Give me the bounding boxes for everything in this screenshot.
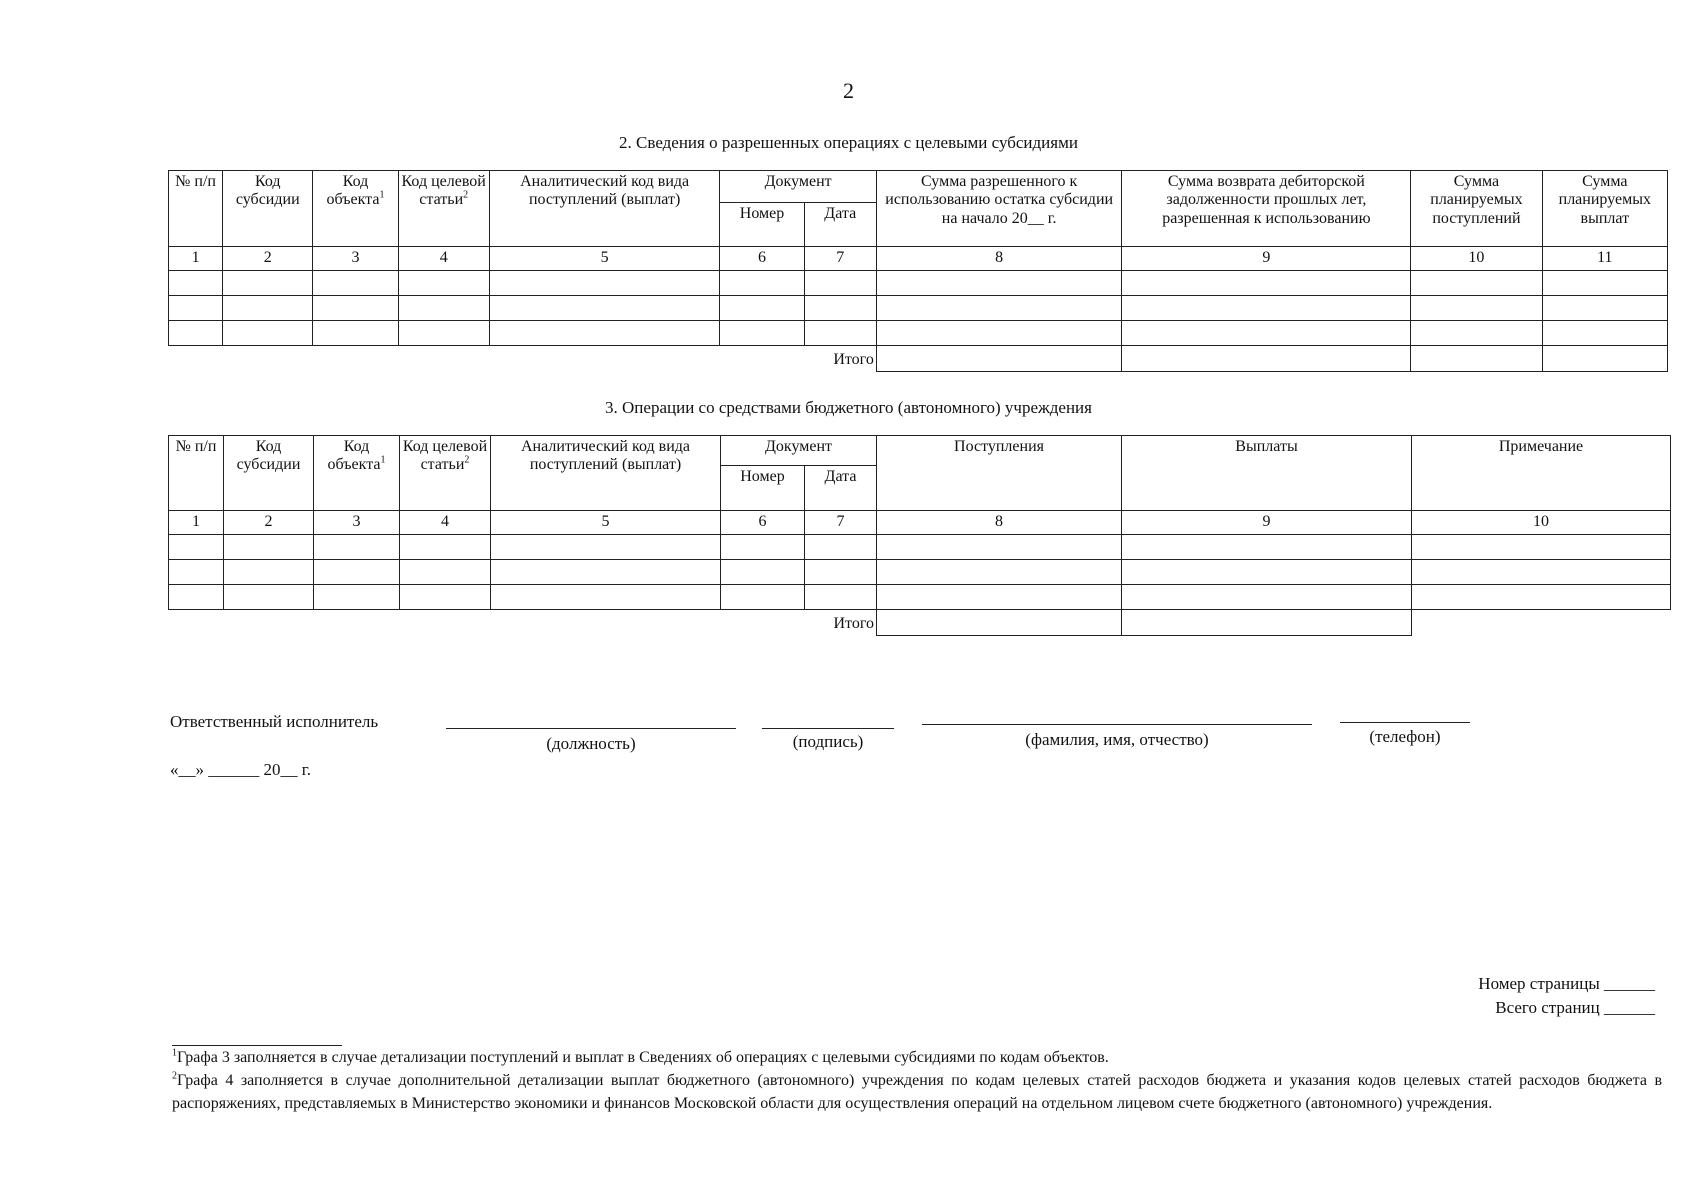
table-cell[interactable] — [1411, 296, 1542, 321]
header-income: Поступления — [877, 436, 1122, 511]
header-object-code-text: Код объекта — [327, 438, 381, 474]
column-number: 9 — [1122, 511, 1412, 535]
section-3-title: 3. Операции со средствами бюджетного (автономного) учреждения — [605, 398, 1092, 417]
table-cell[interactable] — [720, 321, 804, 346]
header-subsidy-code: Код субсидии — [224, 436, 314, 511]
column-number: 2 — [223, 247, 313, 271]
column-number: 11 — [1542, 247, 1667, 271]
table-cell[interactable] — [1122, 321, 1411, 346]
header-object-code — [313, 171, 398, 247]
total-cell[interactable] — [1542, 346, 1667, 372]
table-cell[interactable] — [169, 321, 223, 346]
table-cell[interactable] — [804, 296, 876, 321]
page-number: 2 — [843, 78, 854, 103]
header-object-code — [314, 436, 400, 511]
header-target-code-text: Код целевой статьи — [402, 438, 488, 474]
header-doc-number: Номер — [720, 203, 804, 247]
header-doc-number: Номер — [721, 466, 805, 511]
position-line[interactable] — [446, 728, 736, 729]
phone-line[interactable] — [1340, 722, 1470, 723]
table-cell[interactable] — [489, 296, 720, 321]
footnotes — [172, 1046, 1662, 1116]
table-cell[interactable] — [876, 296, 1122, 321]
table-cell[interactable] — [224, 535, 314, 560]
table-cell[interactable] — [489, 321, 720, 346]
table-cell[interactable] — [721, 535, 805, 560]
table-cell[interactable] — [877, 560, 1122, 585]
table-cell[interactable] — [398, 296, 489, 321]
header-object-code-text: Код объекта — [326, 173, 380, 209]
column-number: 1 — [169, 511, 224, 535]
table-cell[interactable] — [1411, 321, 1542, 346]
table-cell[interactable] — [489, 271, 720, 296]
table-cell[interactable] — [1122, 585, 1412, 610]
table-cell[interactable] — [400, 585, 491, 610]
footnote-ref-1: 1 — [379, 190, 385, 202]
signature-caption: (подпись) — [792, 732, 864, 751]
header-doc-date: Дата — [804, 203, 876, 247]
table-cell[interactable] — [169, 585, 224, 610]
column-number: 5 — [491, 511, 721, 535]
footnote-1 — [172, 1046, 1662, 1069]
table-cell[interactable] — [313, 321, 398, 346]
header-target-code — [400, 436, 491, 511]
header-note: Примечание — [1412, 436, 1671, 511]
signature-line[interactable] — [762, 728, 894, 729]
total-row — [169, 346, 1668, 372]
table-row — [169, 271, 1668, 296]
total-row — [169, 610, 1671, 636]
table-row — [169, 560, 1671, 585]
header-payments: Выплаты — [1122, 436, 1412, 511]
responsible-label: Ответственный исполнитель — [170, 712, 379, 731]
table-cell[interactable] — [805, 535, 877, 560]
table-row — [169, 535, 1671, 560]
table-cell[interactable] — [1412, 560, 1671, 585]
table-cell[interactable] — [877, 585, 1122, 610]
total-cell[interactable] — [1122, 346, 1411, 372]
name-caption: (фамилия, имя, отчество) — [1025, 730, 1209, 749]
table-cell[interactable] — [1411, 271, 1542, 296]
table-cell[interactable] — [223, 271, 313, 296]
section-3-table — [168, 435, 1671, 636]
column-number: 9 — [1122, 247, 1411, 271]
footnote-ref-2: 2 — [464, 455, 470, 467]
table-cell[interactable] — [1542, 271, 1667, 296]
column-number: 8 — [877, 511, 1122, 535]
table-cell[interactable] — [224, 585, 314, 610]
column-number: 6 — [720, 247, 804, 271]
column-number: 3 — [313, 247, 398, 271]
table-row — [169, 321, 1668, 346]
header-subsidy-code: Код субсидии — [223, 171, 313, 247]
column-number: 7 — [804, 247, 876, 271]
table-cell[interactable] — [398, 271, 489, 296]
total-pages-label: Всего страниц ______ — [1495, 998, 1655, 1017]
footnote-mark: 2 — [172, 1070, 177, 1082]
header-doc-date: Дата — [805, 466, 877, 511]
header-analytic-code: Аналитический код вида поступлений (выплат) — [491, 436, 721, 511]
table-cell[interactable] — [877, 535, 1122, 560]
table-cell[interactable] — [223, 321, 313, 346]
column-number: 4 — [398, 247, 489, 271]
table-cell[interactable] — [314, 560, 400, 585]
total-cell[interactable] — [1122, 610, 1412, 636]
header-planned-payments: Сумма планируемых выплат — [1542, 171, 1667, 247]
table-cell[interactable] — [169, 296, 223, 321]
column-number: 5 — [489, 247, 720, 271]
table-cell[interactable] — [314, 585, 400, 610]
total-label: Итого — [721, 610, 877, 636]
table-cell[interactable] — [876, 321, 1122, 346]
header-document: Документ — [720, 171, 876, 203]
column-number: 3 — [314, 511, 400, 535]
table-cell[interactable] — [1542, 321, 1667, 346]
header-target-code-text: Код целевой статьи — [401, 173, 486, 209]
table-cell[interactable] — [1122, 560, 1412, 585]
table-cell[interactable] — [224, 560, 314, 585]
column-number: 4 — [400, 511, 491, 535]
total-cell[interactable] — [876, 346, 1122, 372]
total-cell[interactable] — [877, 610, 1122, 636]
table-cell[interactable] — [1412, 585, 1671, 610]
footnote-ref-1: 1 — [380, 455, 386, 467]
column-number: 8 — [876, 247, 1122, 271]
column-number: 10 — [1412, 511, 1671, 535]
table-cell[interactable] — [720, 271, 804, 296]
table-cell[interactable] — [314, 535, 400, 560]
table-cell[interactable] — [491, 560, 721, 585]
footnote-1-text: Графа 3 заполняется в случае детализации поступлений и выплат в Сведениях об операциях с целевыми субсидиями по кодам объектов. — [177, 1049, 1109, 1066]
table-cell[interactable] — [169, 560, 224, 585]
table-cell[interactable] — [1122, 296, 1411, 321]
position-caption: (должность) — [546, 734, 636, 753]
table-cell[interactable] — [721, 560, 805, 585]
table-cell[interactable] — [1542, 296, 1667, 321]
table-cell[interactable] — [805, 585, 877, 610]
total-label: Итого — [720, 346, 876, 372]
table-cell[interactable] — [169, 271, 223, 296]
column-number: 6 — [721, 511, 805, 535]
name-line[interactable] — [922, 724, 1312, 725]
column-number: 2 — [224, 511, 314, 535]
table-cell[interactable] — [491, 585, 721, 610]
header-allowed-sum: Сумма разрешенного к использованию остатка субсидии на начало 20__ г. — [876, 171, 1122, 247]
table-cell[interactable] — [313, 296, 398, 321]
header-num: № п/п — [169, 436, 224, 511]
table-cell[interactable] — [400, 560, 491, 585]
phone-caption: (телефон) — [1369, 727, 1441, 746]
header-planned-income: Сумма планируемых поступлений — [1411, 171, 1542, 247]
table-cell[interactable] — [223, 296, 313, 321]
table-row — [169, 585, 1671, 610]
footnote-2 — [172, 1069, 1662, 1115]
table-cell[interactable] — [1412, 535, 1671, 560]
page-number-label: Номер страницы ______ — [1478, 974, 1655, 993]
table-cell[interactable] — [169, 535, 224, 560]
table-cell[interactable] — [876, 271, 1122, 296]
table-cell[interactable] — [805, 560, 877, 585]
table-cell[interactable] — [398, 321, 489, 346]
date-line: «__» ______ 20__ г. — [170, 760, 312, 779]
table-cell[interactable] — [400, 535, 491, 560]
column-number: 10 — [1411, 247, 1542, 271]
footnote-ref-2: 2 — [463, 190, 469, 202]
header-analytic-code: Аналитический код вида поступлений (выплат) — [489, 171, 720, 247]
table-cell[interactable] — [1122, 535, 1412, 560]
column-number: 1 — [169, 247, 223, 271]
header-target-code — [398, 171, 489, 247]
footnote-mark: 1 — [172, 1047, 177, 1059]
section-2-table — [168, 170, 1668, 372]
header-num: № п/п — [169, 171, 223, 247]
footnote-2-text: Графа 4 заполняется в случае дополнительной детализации выплат бюджетного (автономного) учреждения по кодам целевых статей расходов бюджета и указания кодов целевых статей расходов бюджета в распоряжениях, представляемых в Министерство экономики и финансов Московской области для осуществления операций на отдельном лицевом счете бюджетного (автономного) учреждения. — [172, 1072, 1662, 1113]
table-cell[interactable] — [491, 535, 721, 560]
table-cell[interactable] — [721, 585, 805, 610]
table-cell[interactable] — [1122, 271, 1411, 296]
section-2-title: 2. Сведения о разрешенных операциях с целевыми субсидиями — [619, 133, 1078, 152]
table-cell[interactable] — [313, 271, 398, 296]
header-return-sum: Сумма возврата дебиторской задолженности прошлых лет, разрешенная к использованию — [1122, 171, 1411, 247]
table-cell[interactable] — [720, 296, 804, 321]
column-number: 7 — [805, 511, 877, 535]
total-cell[interactable] — [1411, 346, 1542, 372]
table-row — [169, 296, 1668, 321]
table-cell[interactable] — [804, 271, 876, 296]
header-document: Документ — [721, 436, 877, 466]
table-cell[interactable] — [804, 321, 876, 346]
